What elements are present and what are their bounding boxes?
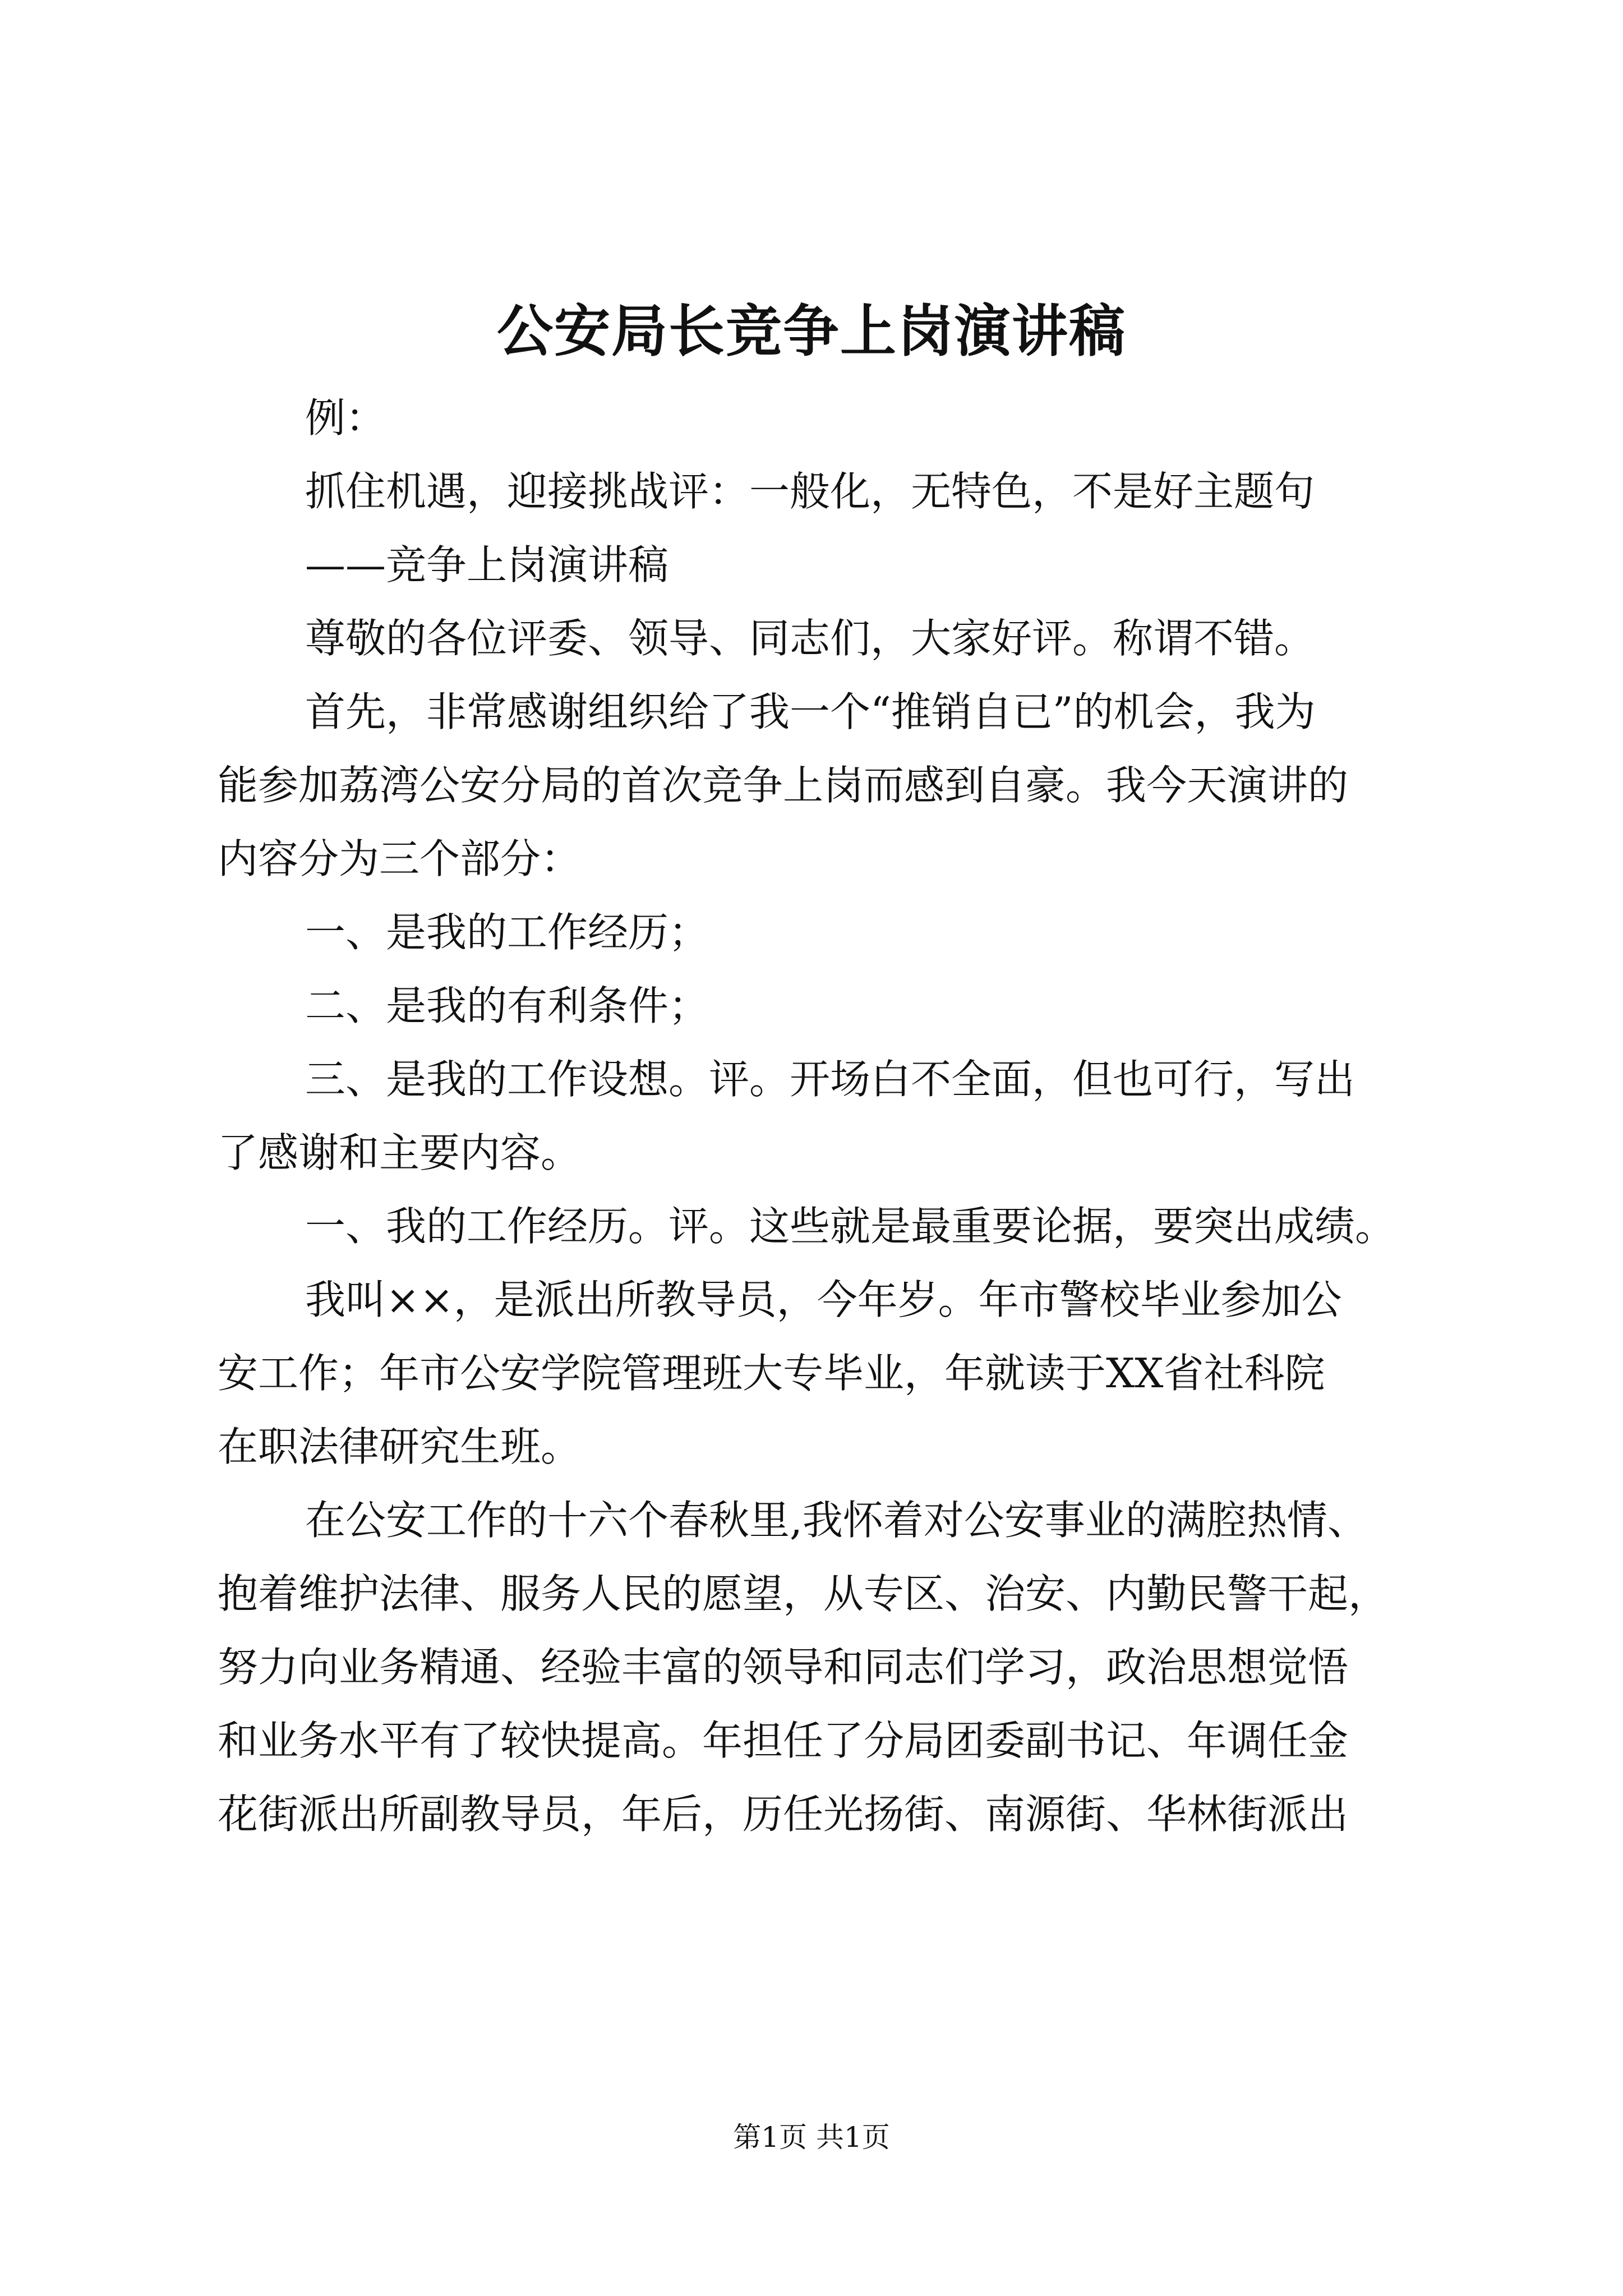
body-line: ——竞争上岗演讲稿: [305, 541, 669, 588]
page-number-footer: 第1页 共1页: [733, 2121, 890, 2154]
body-line: 我叫××，是派出所教导员，今年岁。年市警校毕业参加公: [305, 1276, 1342, 1323]
body-line: 了感谢和主要内容。: [218, 1129, 582, 1176]
body-line: 努力向业务精通、经验丰富的领导和同志们学习，政治思想觉悟: [218, 1644, 1349, 1691]
body-line: 一、我的工作经历。评。这些就是最重要论据，要突出成绩。: [305, 1203, 1396, 1250]
body-line: 内容分为三个部分：: [218, 835, 582, 882]
body-line: 安工作；年市公安学院管理班大专毕业，年就读于XX省社科院: [218, 1350, 1325, 1397]
body-line: 在公安工作的十六个春秋里,我怀着对公安事业的满腔热情、: [305, 1497, 1368, 1544]
body-line: 抱着维护法律、服务人民的愿望，从专区、治安、内勤民警干起，: [218, 1570, 1389, 1617]
document-title: 公安局长竞争上岗演讲稿: [497, 298, 1126, 364]
document-body: [218, 381, 1423, 1851]
body-line: 和业务水平有了较快提高。年担任了分局团委副书记、年调任金: [218, 1717, 1349, 1764]
body-line: 能参加荔湾公安分局的首次竞争上岗而感到自豪。我今天演讲的: [218, 762, 1349, 809]
body-line: 例：: [305, 394, 386, 441]
body-line: 二、是我的有利条件；: [305, 982, 709, 1029]
body-line: 花街派出所副教导员，年后，历任光扬街、南源街、华林街派出: [218, 1791, 1349, 1838]
body-line: 尊敬的各位评委、领导、同志们，大家好评。称谓不错。: [305, 615, 1315, 662]
body-line: 三、是我的工作设想。评。开场白不全面，但也可行，写出: [305, 1056, 1355, 1103]
body-line: 在职法律研究生班。: [218, 1423, 582, 1470]
body-line: 首先，非常感谢组织给了我一个“推销自已”的机会，我为: [305, 688, 1316, 735]
body-line: 抓住机遇，迎接挑战评：一般化，无特色，不是好主题句: [305, 468, 1315, 515]
body-line: 一、是我的工作经历；: [305, 909, 709, 956]
